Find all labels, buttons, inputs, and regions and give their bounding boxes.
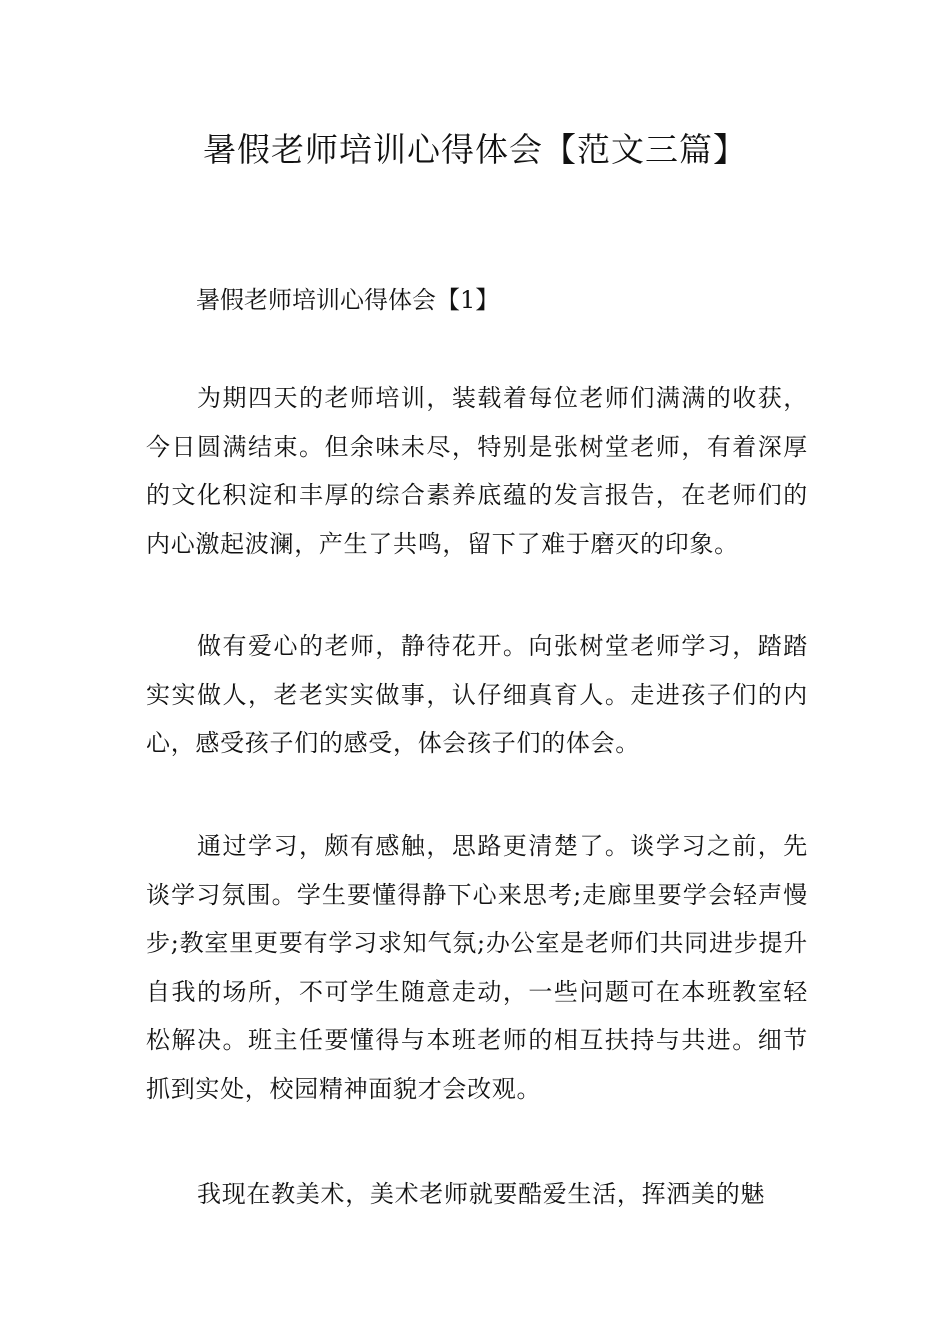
section-heading: 暑假老师培训心得体会【1】 [196, 286, 500, 314]
document-title: 暑假老师培训心得体会【范文三篇】 [203, 130, 747, 169]
paragraph-4: 我现在教美术，美术老师就要酷爱生活，挥洒美的魅 [197, 1180, 766, 1208]
paragraph-3: 通过学习，颇有感触，思路更清楚了。谈学习之前，先谈学习氛围。学生要懂得静下心来思考;走廊里要学会轻声慢步;教室里更要有学习求知气氛;办公室是老师们共同进步提升自我的场所，不可学生随意走动，一些问题可在本班教室轻松解决。班主任要懂得与本班老师的相互扶持与共进。细节抓到实处，校园精神面貌才会改观。 [146, 832, 808, 1103]
paragraph-1: 为期四天的老师培训，装载着每位老师们满满的收获，今日圆满结束。但余味未尽，特别是张树堂老师，有着深厚的文化积淀和丰厚的综合素养底蕴的发言报告，在老师们的内心激起波澜，产生了共鸣，留下了难于磨灭的印象。 [146, 384, 808, 558]
paragraph-2: 做有爱心的老师，静待花开。向张树堂老师学习，踏踏实实做人，老老实实做事，认仔细真育人。走进孩子们的内心，感受孩子们的感受，体会孩子们的体会。 [146, 632, 808, 757]
